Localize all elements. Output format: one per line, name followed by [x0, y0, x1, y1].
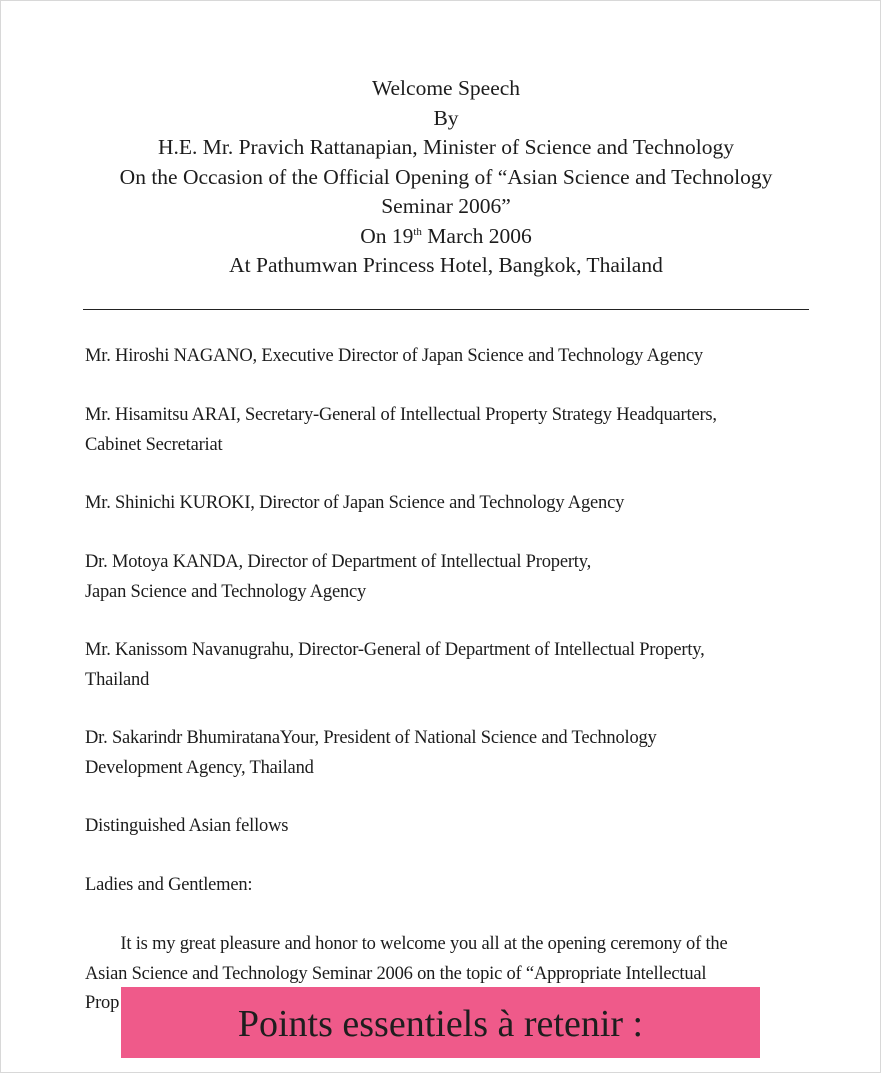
speaker-line: H.E. Mr. Pravich Rattanapian, Minister of Science and Technology — [157, 135, 735, 159]
speech-title-block — [1, 74, 881, 281]
addressee-paragraph — [85, 636, 815, 695]
key-points-banner-label: Points essentiels à retenir : — [237, 1003, 644, 1045]
date-suffix: March 2006 — [421, 223, 532, 248]
addressee-line: Mr. Hisamitsu ARAI, Secretary-General of Intellectual Property Strategy Headquarters, — [85, 405, 717, 425]
body-line: Asian Science and Technology Seminar 2006 on the topic of “Appropriate Intellectual — [85, 963, 707, 984]
addressee-paragraph — [85, 342, 815, 372]
title-by-line: By — [433, 105, 459, 130]
addressee-paragraph — [85, 724, 815, 783]
salutation-line: Ladies and Gentlemen: — [85, 875, 253, 895]
addressee-line: Dr. Motoya KANDA, Director of Department of Intellectual Property, — [85, 552, 592, 572]
date-ordinal: th — [413, 225, 422, 238]
addressee-line: Mr. Hiroshi NAGANO, Executive Director of Japan Science and Technology Agency — [85, 346, 703, 366]
addressee-paragraph — [85, 489, 815, 519]
occasion-line: On the Occasion of the Official Opening of “Asian Science and Technology — [119, 164, 773, 189]
body-line: It is my great pleasure and honor to welcome you all at the opening ceremony of the — [85, 934, 728, 954]
seminar-line: Seminar 2006” — [381, 194, 511, 218]
date-prefix: On 19 — [360, 223, 414, 248]
addressee-line: Dr. Sakarindr BhumiratanaYour, President of National Science and Technology — [85, 728, 657, 748]
title-line: Welcome Speech — [371, 76, 521, 100]
body-line: Prop — [85, 993, 120, 1013]
addressee-line: Japan Science and Technology Agency — [85, 581, 367, 602]
date-line — [1, 222, 881, 252]
salutation-paragraph — [85, 871, 815, 901]
addressee-paragraph — [85, 548, 815, 607]
salutation-line: Distinguished Asian fellows — [85, 816, 289, 836]
venue-line: At Pathumwan Princess Hotel, Bangkok, Thailand — [229, 253, 663, 277]
addressee-line: Mr. Kanissom Navanugrahu, Director-General of Department of Intellectual Property, — [85, 640, 705, 660]
salutation-paragraph — [85, 812, 815, 842]
addressee-line: Mr. Shinichi KUROKI, Director of Japan Science and Technology Agency — [85, 493, 625, 513]
addressee-paragraph — [85, 401, 815, 460]
addressee-line: Cabinet Secretariat — [85, 434, 223, 455]
addressee-line: Thailand — [85, 669, 150, 690]
addressee-line: Development Agency, Thailand — [85, 757, 314, 778]
header-divider — [83, 309, 809, 310]
